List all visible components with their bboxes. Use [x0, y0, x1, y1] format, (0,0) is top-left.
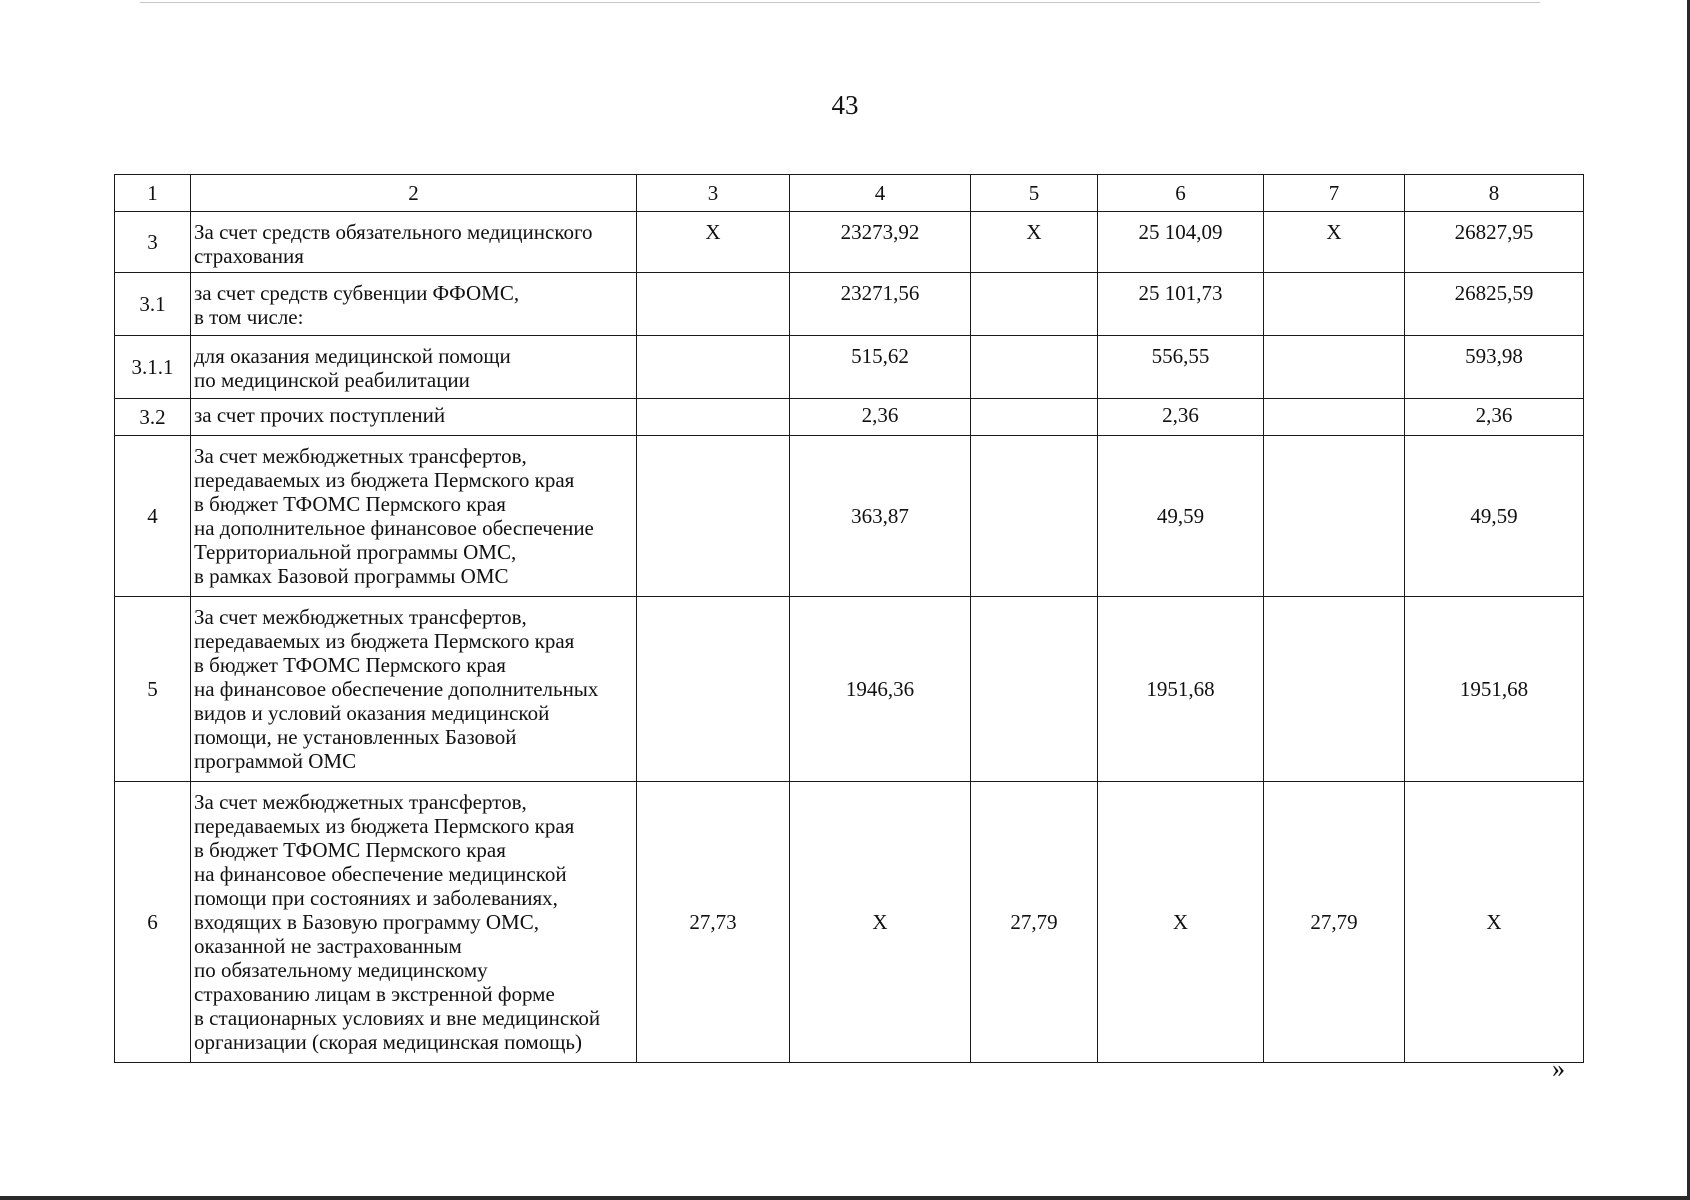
cell-col-7: 27,79 — [1264, 782, 1405, 1063]
header-cell-8: 8 — [1405, 175, 1584, 212]
cell-col-6: 556,55 — [1098, 336, 1264, 399]
row-description: За счет межбюджетных трансфертов, передаваемых из бюджета Пермского края в бюджет ТФОМС Пермского края на дополнительное финансовое обеспечение Территориальной программы ОМС, в рамках Базовой программы ОМС — [191, 436, 637, 597]
table-row — [115, 336, 1584, 399]
row-number: 3.2 — [115, 399, 191, 436]
table-row — [115, 597, 1584, 782]
cell-col-5 — [971, 399, 1098, 436]
cell-col-7 — [1264, 436, 1405, 597]
row-number: 3.1 — [115, 273, 191, 336]
cell-col-3 — [637, 436, 790, 597]
cell-col-6: 25 101,73 — [1098, 273, 1264, 336]
row-description: для оказания медицинской помощи по медицинской реабилитации — [191, 336, 637, 399]
cell-col-6: X — [1098, 782, 1264, 1063]
cell-col-8: 593,98 — [1405, 336, 1584, 399]
cell-col-8: 1951,68 — [1405, 597, 1584, 782]
row-number: 6 — [115, 782, 191, 1063]
cell-col-8: 49,59 — [1405, 436, 1584, 597]
cell-col-5 — [971, 336, 1098, 399]
cell-col-3 — [637, 597, 790, 782]
cell-col-7 — [1264, 597, 1405, 782]
cell-col-8: 26827,95 — [1405, 212, 1584, 273]
cell-col-3 — [637, 273, 790, 336]
header-cell-1: 1 — [115, 175, 191, 212]
cell-col-5: 27,79 — [971, 782, 1098, 1063]
row-number: 4 — [115, 436, 191, 597]
cell-col-5 — [971, 273, 1098, 336]
row-description: За счет межбюджетных трансфертов, передаваемых из бюджета Пермского края в бюджет ТФОМС Пермского края на финансовое обеспечение дополнительных видов и условий оказания медицинской помощи, не установленных Базовой программой ОМС — [191, 597, 637, 782]
table-row — [115, 436, 1584, 597]
table-header-row — [115, 175, 1584, 212]
cell-col-4: 363,87 — [790, 436, 971, 597]
table-row — [115, 782, 1584, 1063]
row-number: 5 — [115, 597, 191, 782]
header-cell-2: 2 — [191, 175, 637, 212]
row-number: 3.1.1 — [115, 336, 191, 399]
cell-col-4: 515,62 — [790, 336, 971, 399]
cell-col-4: X — [790, 782, 971, 1063]
budget-table — [114, 174, 1584, 1063]
cell-col-6: 1951,68 — [1098, 597, 1264, 782]
cell-col-7 — [1264, 336, 1405, 399]
cell-col-5 — [971, 597, 1098, 782]
page-number: 43 — [831, 90, 859, 120]
row-description: За счет средств обязательного медицинского страхования — [191, 212, 637, 273]
cell-col-3 — [637, 336, 790, 399]
header-cell-7: 7 — [1264, 175, 1405, 212]
header-cell-4: 4 — [790, 175, 971, 212]
cell-col-4: 2,36 — [790, 399, 971, 436]
row-description: За счет межбюджетных трансфертов, передаваемых из бюджета Пермского края в бюджет ТФОМС Пермского края на финансовое обеспечение медицинской помощи при состояниях и заболеваниях, входящих в Базовую программу ОМС, оказанной не застрахованным по обязательному медицинскому страхованию лицам в экстренной форме в стационарных условиях и вне медицинской организации (скорая медицинская помощь) — [191, 782, 637, 1063]
cell-col-5 — [971, 436, 1098, 597]
continuation-mark: » — [1552, 1054, 1565, 1083]
cell-col-3 — [637, 399, 790, 436]
cell-col-3: X — [637, 212, 790, 273]
row-description: за счет прочих поступлений — [191, 399, 637, 436]
cell-col-4: 23273,92 — [790, 212, 971, 273]
table-row — [115, 212, 1584, 273]
header-cell-6: 6 — [1098, 175, 1264, 212]
cell-col-8: 2,36 — [1405, 399, 1584, 436]
table-row — [115, 399, 1584, 436]
cell-col-3: 27,73 — [637, 782, 790, 1063]
cell-col-7: X — [1264, 212, 1405, 273]
cell-col-6: 2,36 — [1098, 399, 1264, 436]
row-description: за счет средств субвенции ФФОМС, в том числе: — [191, 273, 637, 336]
cell-col-4: 23271,56 — [790, 273, 971, 336]
cell-col-5: X — [971, 212, 1098, 273]
cell-col-6: 25 104,09 — [1098, 212, 1264, 273]
row-number: 3 — [115, 212, 191, 273]
header-cell-5: 5 — [971, 175, 1098, 212]
cell-col-8: X — [1405, 782, 1584, 1063]
cell-col-7 — [1264, 273, 1405, 336]
scan-edge-top — [140, 2, 1540, 3]
cell-col-6: 49,59 — [1098, 436, 1264, 597]
cell-col-7 — [1264, 399, 1405, 436]
header-cell-3: 3 — [637, 175, 790, 212]
scan-edge-bottom — [0, 1196, 1690, 1200]
table-row — [115, 273, 1584, 336]
cell-col-4: 1946,36 — [790, 597, 971, 782]
cell-col-8: 26825,59 — [1405, 273, 1584, 336]
